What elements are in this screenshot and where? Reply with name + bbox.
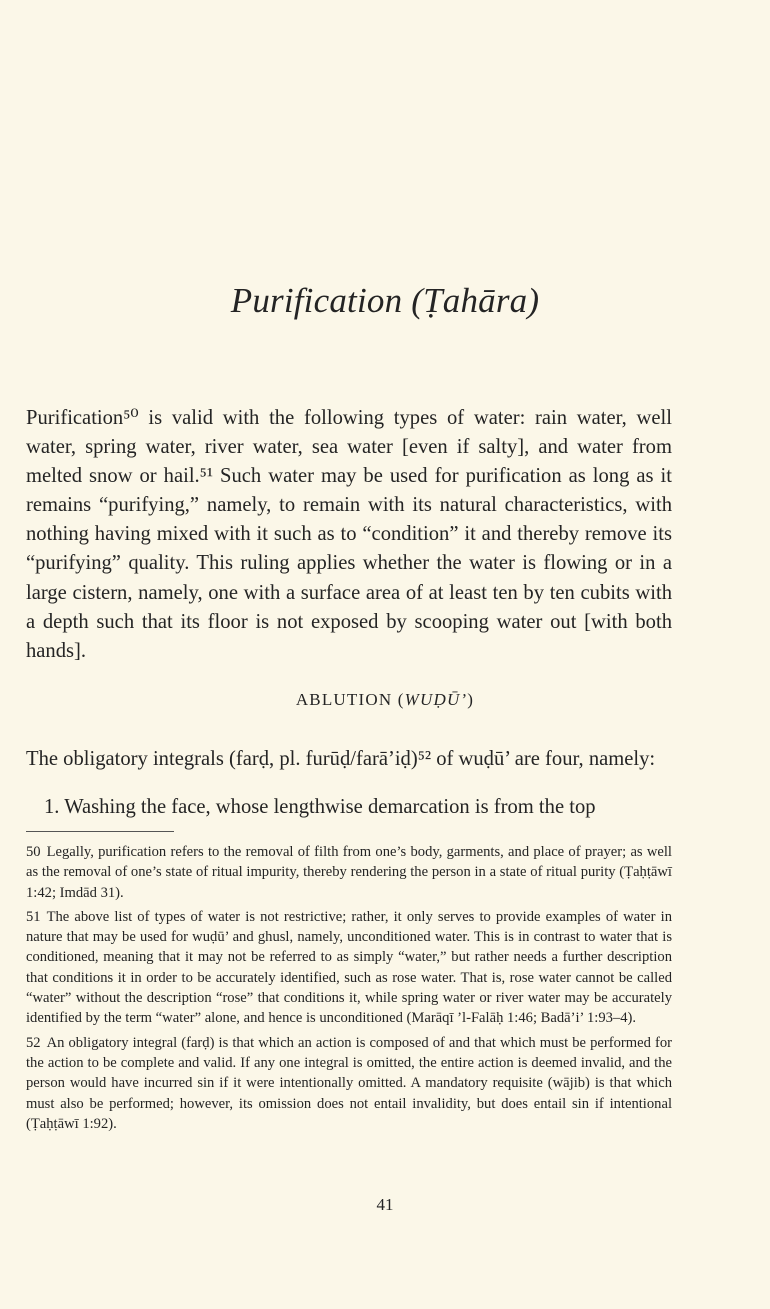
footnotes-block	[26, 842, 672, 1138]
footnote-51	[26, 907, 672, 1029]
section-heading-prefix: ABLUTION (	[295, 690, 405, 709]
footnote-52	[26, 1033, 672, 1134]
section-heading-term: WUḌŪ’	[404, 690, 468, 709]
footnote-divider	[26, 831, 174, 832]
body-paragraph-integrals: The obligatory integrals (farḍ, pl. furūḍ/farā’iḍ)⁵² of wuḍū’ are four, namely:	[26, 748, 656, 770]
footnote-number: 51	[26, 908, 41, 925]
footnote-number: 50	[26, 844, 41, 860]
footnote-number: 52	[26, 1034, 41, 1051]
footnote-text: The above list of types of water is not restrictive; rather, it only serves to provide examples of water in nature that may be used for wuḍū’ and ghusl, namely, unconditioned water. This is in contrast to water that is conditioned, meaning that it may not be referred to as simply “water,” but rather needs a further description that conditions it in order to be accurately identified, such as rose water. That is, rose water cannot be called “water” without the description “rose” that conditions it, while spring water or river water may be accurately identified by the term “water” alone, and hence is unconditioned (Marāqī ’l-Falāḥ 1:46; Badā’i’ 1:93–4).	[26, 908, 672, 1027]
page-number: 41	[376, 1195, 394, 1214]
list-item-1: 1. Washing the face, whose lengthwise demarcation is from the top	[44, 796, 596, 818]
body-paragraph-purification: Purification⁵⁰ is valid with the following types of water: rain water, well water, spring water, river water, sea water [even if salty], and water from melted snow or hail.⁵¹ Such water may be used for purification as long as it remains “purifying,” namely, to remain with its natural characteristics, with nothing having mixed with it such as to “condition” it and thereby remove its “purifying” quality. This ruling applies whether the water is flowing or in a large cistern, namely, one with a surface area of at least ten by ten cubits with a depth such that its floor is not exposed by scooping water out [with both hands].	[26, 407, 672, 662]
footnote-50	[26, 842, 672, 903]
section-heading-suffix: )	[467, 690, 475, 709]
section-heading-ablution	[0, 686, 770, 714]
chapter-title: Purification (Ṭahāra)	[230, 281, 540, 320]
footnote-text: An obligatory integral (farḍ) is that which an action is composed of and that which must be performed for the action to be complete and valid. If any one integral is omitted, the entire action is deemed invalid, and the person would have incurred sin if it were intentionally omitted. A mandatory requisite (wājib) is that which must also be performed; however, its omission does not entail invalidity, but does entail sin if intentional (Ṭaḥṭāwī 1:92).	[26, 1034, 672, 1132]
footnote-text: Legally, purification refers to the removal of filth from one’s body, garments, and place of prayer; as well as the removal of one’s state of ritual impurity, thereby rendering the person in a state of ritual purity (Ṭaḥṭāwī 1:42; Imdād 31).	[26, 844, 672, 901]
